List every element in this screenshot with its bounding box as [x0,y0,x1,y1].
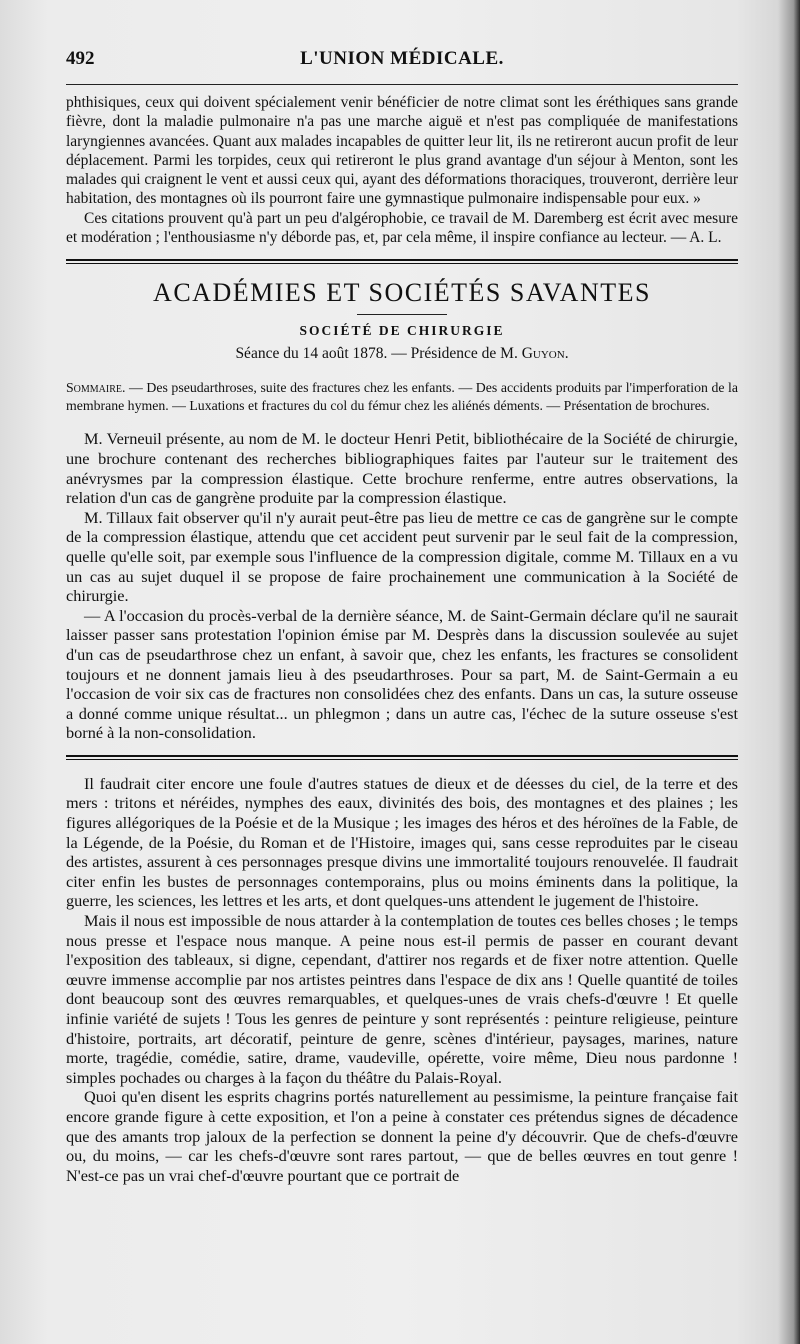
summary-text: — Des pseudarthroses, suite des fractures chez les enfants. — Des accidents produits par l'imperforation de la membrane hymen. — Luxations et fractures du col du fémur chez les aliénés déments. — Présentation de brochures. [66,380,738,414]
feuilleton-text [66,774,738,1185]
title-rule [357,314,447,315]
seance-line [66,345,738,363]
report-paragraph: M. Tillaux fait observer qu'il n'y aurait peut-être pas lieu de mettre ce cas de gangrène sur le compte de la compression élastique, attendu que cet accident peut survenir par le seul fait de la compression, quelle qu'elle soit, par exemple sous l'influence de la compression digitale, comme M. Tillaux en a vu un cas au sujet duquel il se propose de faire prochainement une communication à la Société de chirurgie. [66,507,738,606]
society-heading: SOCIÉTÉ DE CHIRURGIE [299,323,505,339]
header-rule [66,84,738,85]
report-paragraph: — A l'occasion du procès-verbal de la dernière séance, M. de Saint-Germain déclare qu'il ne saurait laisser passer sans protestation l'opinion émise par M. Desprès dans la discussion soulevée au sujet d'un cas de pseudarthrose chez un enfant, à savoir que, chez les enfants, les fractures se consolident toujours et ne donnent jamais lieu à des pseudarthroses. Pour sa part, M. de Saint-Germain a eu l'occasion de voir six cas de fractures non consolidées chez des enfants. Dans un cas, la suture osseuse a donné comme unique résultat... un phlegmon ; dans un autre cas, l'échec de la suture osseuse s'est borné à la non-consolidation. [66,605,738,743]
intro-paragraph: phthisiques, ceux qui doivent spécialement venir bénéficier de notre climat sont les éréthiques sans grande fièvre, dont la maladie pulmonaire n'a pas une marche aiguë et n'est pas compliquée de manifestations laryngiennes avancées. Quant aux malades incapables de quitter leur lit, ils ne retireront aucun profit de leur déplacement. Parmi les torpides, ceux qui retireront le plus grand avantage d'un séjour à Menton, sont les malades qui craignent le vent et aussi ceux qui, ayant des déformations thoraciques, trouveront, derrière leur habitation, des montagnes où ils pourront faire une gymnastique pulmonaire indispensable pour eux. » [66,94,738,208]
section-divider [66,259,738,264]
page-content [66,48,738,1185]
summary-label: Sommaire. [66,380,126,396]
running-header [66,48,738,78]
running-title: L'UNION MÉDICALE. [300,48,504,69]
page-number: 492 [66,48,95,69]
report-paragraph: M. Verneuil présente, au nom de M. le docteur Henri Petit, bibliothécaire de la Société de chirurgie, une brochure contenant des recherches bibliographiques faites par l'auteur sur le traitement des anévrysmes par la compression élastique. Cette brochure renferme, entre autres observations, la relation d'un cas de gangrène produite par la compression élastique. [66,429,738,508]
feuilleton-paragraph: Il faudrait citer encore une foule d'autres statues de dieux et de déesses du ciel, de la terre et des mers : tritons et néréides, nymphes des eaux, divinités des bois, des montagnes et des plaines ; les figures allégoriques de la Poésie et de la Musique ; les images des héros et des héroïnes de la Fable, de la Légende, de la Poésie, du Roman et de l'Histoire, images qui, sans cesse reproduites par le ciseau des artistes, assurent à ces personnages presque divins une immortalité toujours renouvelée. Il faudrait citer enfin les bustes de personnages contemporains, plus ou moins éminents dans la politique, la guerre, les sciences, les lettres et les arts, et dont quelques-uns attendent le jugement de l'histoire. [66,773,738,911]
feuilleton-paragraph: Mais il nous est impossible de nous attarder à la contemplation de toutes ces belles choses ; le temps nous presse et l'espace nous manque. A peine nous est-il permis de passer en courant devant l'exposition des tableaux, si digne, cependant, d'attirer nos regards et de fixer notre attention. Quelle œuvre immense accomplie par nos artistes peintres dans l'espace de dix ans ! Quelle quantité de toiles dont beaucoup sont des œuvres remarquables, et quelques-unes de vrais chefs-d'œuvre ! Et quelle infinie variété de sujets ! Tous les genres de peinture y sont représentés : peinture religieuse, peinture d'histoire, portraits, art décoratif, peinture de genre, scènes d'intérieur, paysages, marines, nature morte, tragédie, comédie, satire, drame, vaudeville, opérette, voire même, Dieu nous pardonne ! simples pochades ou charges à la façon du théâtre du Palais-Royal. [66,911,738,1087]
summary [66,379,738,415]
seance-end: . [564,345,569,363]
president-name: Guyon [521,345,565,363]
section-title: ACADÉMIES ET SOCIÉTÉS SAVANTES [153,278,651,308]
seance-date: Séance du 14 août 1878. — Présidence de M. [235,345,522,363]
intro-text [66,93,738,247]
feuilleton-divider [66,755,738,760]
feuilleton-paragraph: Quoi qu'en disent les esprits chagrins portés naturellement au pessimisme, la peinture française fait encore grande figure à cette exposition, et l'on a peine à constater ces prétendus signes de décadence que des amants trop jaloux de la perfection se donnent la peine d'y découvrir. Que de chefs-d'œuvre ou, du moins, — car les chefs-d'œuvre sont rares partout, — que de belles œuvres en tout genre ! N'est-ce pas un vrai chef-d'œuvre pourtant que ce portrait de [66,1087,738,1185]
session-report [66,429,738,743]
page-edge-shadow [778,0,800,1344]
intro-paragraph: Ces citations prouvent qu'à part un peu d'algérophobie, ce travail de M. Daremberg est écrit avec mesure et modération ; l'enthousiasme n'y déborde pas, et, par cela même, il inspire confiance au lecteur. — A. L. [66,209,738,247]
